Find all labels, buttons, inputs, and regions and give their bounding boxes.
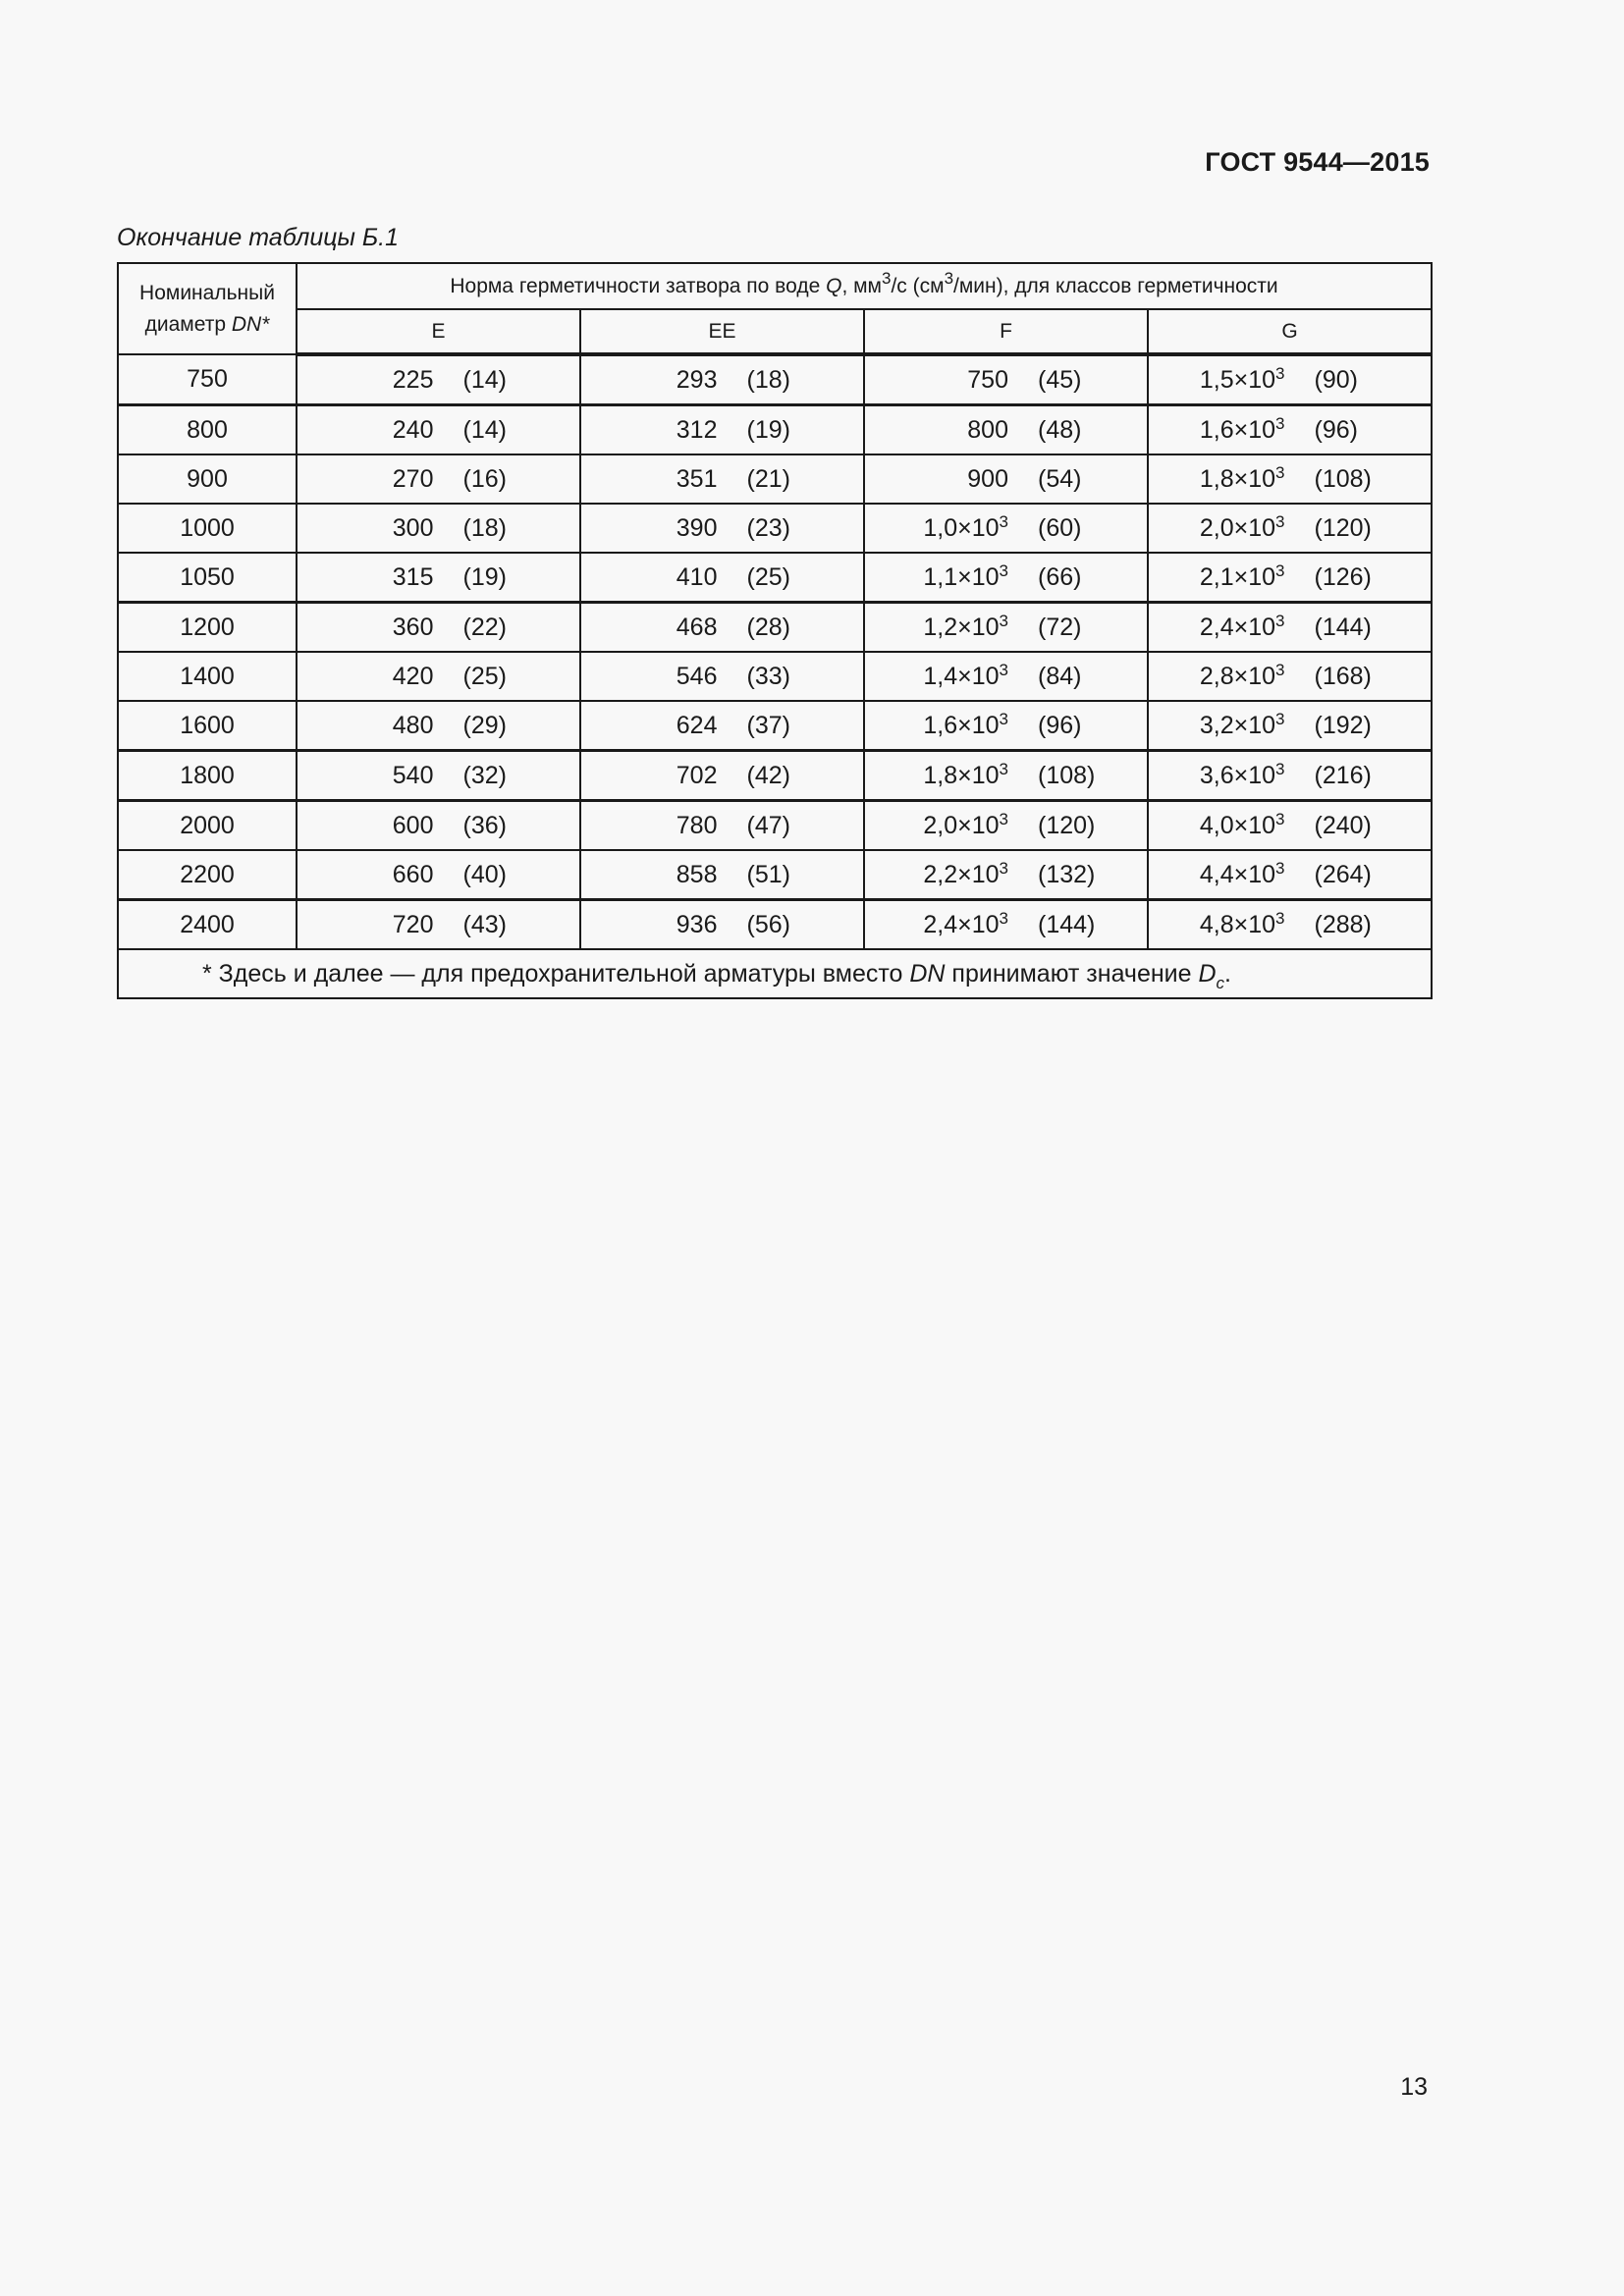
page-number: 13: [1400, 2073, 1428, 2101]
cell-class-ee: [580, 701, 864, 751]
leak-rate-value: [895, 416, 1008, 445]
leak-rate-per-minute: (96): [1314, 415, 1358, 444]
leak-rate-per-minute: (45): [1038, 365, 1082, 394]
cell-class-g: [1148, 751, 1432, 801]
leak-rate-mantissa: 1,6×10: [923, 711, 1000, 739]
leak-rate-exponent: 3: [999, 759, 1008, 778]
leak-rate-value: [346, 366, 434, 395]
leak-rate-mantissa: 2,2×10: [923, 860, 1000, 888]
group-header-q: Q: [826, 274, 842, 297]
leak-rate-mantissa: 480: [392, 711, 434, 739]
cell-class-g: [1148, 801, 1432, 851]
cell-class-e: [297, 850, 580, 900]
leak-rate-mantissa: 546: [676, 662, 718, 690]
leak-rate-value: [629, 762, 718, 790]
leak-rate-per-minute: (21): [746, 464, 790, 493]
leak-rate-per-minute: (66): [1038, 562, 1082, 591]
header-leak-norm: [297, 263, 1432, 309]
leak-rate-per-minute: (144): [1038, 910, 1096, 938]
leak-rate-value: [1177, 511, 1285, 543]
leak-rate-exponent: 3: [1275, 908, 1285, 928]
cell-class-e: [297, 900, 580, 950]
leak-rate-mantissa: 1,0×10: [923, 513, 1000, 542]
leak-rate-mantissa: 720: [392, 910, 434, 938]
leak-rate-mantissa: 1,8×10: [923, 761, 1000, 789]
leak-rate-mantissa: 800: [967, 415, 1008, 444]
leak-rate-value: [346, 514, 434, 543]
cell-nominal-diameter: 1200: [118, 603, 297, 653]
leak-rate-exponent: 3: [1275, 660, 1285, 679]
leak-rate-mantissa: 240: [392, 415, 434, 444]
cell-class-f: [864, 900, 1148, 950]
table-caption: Окончание таблицы Б.1: [117, 224, 399, 251]
leak-rate-per-minute: (18): [746, 365, 790, 394]
leak-rate-per-minute: (108): [1314, 464, 1372, 493]
leak-rate-exponent: 3: [1275, 759, 1285, 778]
leak-rate-per-minute: (84): [1038, 662, 1082, 690]
leak-rate-exponent: 3: [999, 611, 1008, 630]
leak-rate-per-minute: (120): [1038, 811, 1096, 839]
table-row: [118, 553, 1432, 603]
leak-rate-mantissa: 420: [392, 662, 434, 690]
leak-rate-exponent: 3: [1275, 809, 1285, 828]
leak-rate-value: [1177, 759, 1285, 790]
leak-rate-value: [346, 762, 434, 790]
leak-rate-per-minute: (216): [1314, 761, 1372, 789]
leak-rate-exponent: 3: [1275, 413, 1285, 433]
header-nominal-diameter: [118, 263, 297, 354]
cell-class-f: [864, 454, 1148, 504]
leak-rate-mantissa: 780: [676, 811, 718, 839]
leak-rate-per-minute: (144): [1314, 613, 1372, 641]
leak-rate-per-minute: (43): [462, 910, 507, 938]
cell-nominal-diameter: 1600: [118, 701, 297, 751]
leak-rate-mantissa: 2,8×10: [1199, 662, 1276, 690]
leak-rate-mantissa: 410: [676, 562, 718, 591]
leak-rate-exponent: 3: [1275, 709, 1285, 728]
group-header-unit2: /с (см: [891, 274, 945, 297]
cell-nominal-diameter: 1000: [118, 504, 297, 553]
table-row: [118, 504, 1432, 553]
document-standard-number: ГОСТ 9544—2015: [1205, 147, 1430, 177]
cell-class-ee: [580, 354, 864, 405]
leak-rate-exponent: 3: [999, 511, 1008, 531]
leak-rate-mantissa: 468: [676, 613, 718, 641]
leak-rate-mantissa: 1,2×10: [923, 613, 1000, 641]
table-row: [118, 900, 1432, 950]
leak-rate-value: [895, 908, 1008, 939]
leak-rate-mantissa: 4,8×10: [1199, 910, 1276, 938]
leak-rate-exponent: 3: [999, 561, 1008, 580]
cell-class-f: [864, 553, 1148, 603]
footnote-sub: c: [1216, 973, 1225, 992]
leak-rate-value: [346, 614, 434, 642]
cell-class-g: [1148, 900, 1432, 950]
group-header-sup1: 3: [881, 268, 892, 288]
leak-rate-per-minute: (48): [1038, 415, 1082, 444]
leak-rate-value: [1177, 413, 1285, 445]
leak-rate-per-minute: (264): [1314, 860, 1372, 888]
leak-rate-exponent: 3: [1275, 511, 1285, 531]
cell-class-ee: [580, 751, 864, 801]
group-header-unit1: , мм: [841, 274, 882, 297]
leak-rate-mantissa: 390: [676, 513, 718, 542]
leak-rate-value: [895, 511, 1008, 543]
leak-rate-value: [346, 812, 434, 840]
leak-rate-mantissa: 293: [676, 365, 718, 394]
leak-rate-per-minute: (56): [746, 910, 790, 938]
leak-rate-per-minute: (37): [746, 711, 790, 739]
cell-nominal-diameter: 1800: [118, 751, 297, 801]
cell-class-g: [1148, 850, 1432, 900]
leak-rate-value: [1177, 908, 1285, 939]
leak-rate-value: [1177, 709, 1285, 740]
leak-rate-mantissa: 300: [392, 513, 434, 542]
cell-class-ee: [580, 603, 864, 653]
leak-rate-per-minute: (18): [462, 513, 507, 542]
leakage-norms-table: [117, 262, 1433, 999]
leak-rate-value: [346, 712, 434, 740]
leak-rate-per-minute: (16): [462, 464, 507, 493]
leak-rate-mantissa: 900: [967, 464, 1008, 493]
table-footnote: [118, 949, 1432, 998]
leak-rate-per-minute: (72): [1038, 613, 1082, 641]
leak-rate-per-minute: (14): [462, 365, 507, 394]
cell-class-f: [864, 504, 1148, 553]
leak-rate-mantissa: 360: [392, 613, 434, 641]
cell-class-g: [1148, 553, 1432, 603]
leak-rate-value: [629, 614, 718, 642]
leak-rate-mantissa: 4,4×10: [1199, 860, 1276, 888]
footnote-d: D: [1198, 959, 1217, 988]
table-row: [118, 454, 1432, 504]
table-row: [118, 850, 1432, 900]
cell-class-e: [297, 354, 580, 405]
dn-header-line2: диаметр: [144, 312, 232, 336]
leak-rate-exponent: 3: [999, 709, 1008, 728]
leak-rate-value: [629, 663, 718, 691]
leak-rate-mantissa: 1,8×10: [1199, 464, 1276, 493]
leak-rate-value: [1177, 611, 1285, 642]
cell-nominal-diameter: 2200: [118, 850, 297, 900]
leak-rate-value: [629, 563, 718, 592]
cell-class-ee: [580, 504, 864, 553]
leak-rate-per-minute: (22): [462, 613, 507, 641]
leak-rate-value: [895, 465, 1008, 494]
cell-nominal-diameter: 1050: [118, 553, 297, 603]
cell-class-f: [864, 850, 1148, 900]
leak-rate-per-minute: (54): [1038, 464, 1082, 493]
cell-class-g: [1148, 701, 1432, 751]
header-class-e: E: [297, 309, 580, 354]
table-row: [118, 751, 1432, 801]
header-class-ee: EE: [580, 309, 864, 354]
footnote-end: .: [1224, 959, 1231, 988]
cell-class-e: [297, 801, 580, 851]
leak-rate-per-minute: (51): [746, 860, 790, 888]
leak-rate-value: [629, 366, 718, 395]
leak-rate-mantissa: 1,4×10: [923, 662, 1000, 690]
group-header-sup2: 3: [944, 268, 954, 288]
cell-class-e: [297, 751, 580, 801]
leak-rate-exponent: 3: [1275, 363, 1285, 383]
cell-class-ee: [580, 900, 864, 950]
cell-class-ee: [580, 553, 864, 603]
leak-rate-exponent: 3: [999, 908, 1008, 928]
cell-class-g: [1148, 405, 1432, 455]
leak-rate-per-minute: (132): [1038, 860, 1096, 888]
leak-rate-value: [346, 416, 434, 445]
dn-header-symbol: DN*: [231, 312, 270, 336]
leak-rate-value: [346, 563, 434, 592]
leak-rate-value: [629, 514, 718, 543]
leak-rate-value: [1177, 462, 1285, 494]
leak-rate-mantissa: 2,1×10: [1199, 562, 1276, 591]
leak-rate-value: [629, 465, 718, 494]
leak-rate-per-minute: (25): [462, 662, 507, 690]
table-body: [118, 354, 1432, 949]
leak-rate-value: [629, 861, 718, 889]
cell-class-e: [297, 454, 580, 504]
leak-rate-value: [895, 366, 1008, 395]
leak-rate-mantissa: 270: [392, 464, 434, 493]
leak-rate-value: [1177, 809, 1285, 840]
leak-rate-per-minute: (36): [462, 811, 507, 839]
leak-rate-per-minute: (33): [746, 662, 790, 690]
footnote-text: * Здесь и далее — для предохранительной арматуры вместо: [202, 959, 910, 988]
cell-class-g: [1148, 354, 1432, 405]
leak-rate-value: [629, 812, 718, 840]
cell-nominal-diameter: 750: [118, 354, 297, 405]
leak-rate-value: [895, 858, 1008, 889]
leak-rate-mantissa: 600: [392, 811, 434, 839]
cell-class-ee: [580, 801, 864, 851]
cell-class-g: [1148, 603, 1432, 653]
leak-rate-mantissa: 1,5×10: [1199, 365, 1276, 394]
cell-class-ee: [580, 652, 864, 701]
leak-rate-per-minute: (192): [1314, 711, 1372, 739]
leak-rate-per-minute: (120): [1314, 513, 1372, 542]
table-row: [118, 701, 1432, 751]
cell-class-f: [864, 652, 1148, 701]
leak-rate-exponent: 3: [1275, 611, 1285, 630]
leak-rate-mantissa: 3,6×10: [1199, 761, 1276, 789]
leak-rate-exponent: 3: [1275, 561, 1285, 580]
leak-rate-value: [1177, 858, 1285, 889]
leak-rate-per-minute: (42): [746, 761, 790, 789]
leak-rate-value: [895, 809, 1008, 840]
leak-rate-value: [1177, 660, 1285, 691]
leak-rate-per-minute: (288): [1314, 910, 1372, 938]
header-class-g: G: [1148, 309, 1432, 354]
cell-nominal-diameter: 1400: [118, 652, 297, 701]
group-header-post: /мин), для классов герметичности: [953, 274, 1278, 297]
leak-rate-mantissa: 858: [676, 860, 718, 888]
table-row: [118, 603, 1432, 653]
table-row: [118, 801, 1432, 851]
leak-rate-mantissa: 2,0×10: [923, 811, 1000, 839]
leak-rate-exponent: 3: [1275, 858, 1285, 878]
leak-rate-mantissa: 2,4×10: [923, 910, 1000, 938]
leak-rate-per-minute: (25): [746, 562, 790, 591]
cell-class-g: [1148, 504, 1432, 553]
leak-rate-mantissa: 660: [392, 860, 434, 888]
leak-rate-per-minute: (90): [1314, 365, 1358, 394]
leak-rate-value: [895, 563, 1008, 592]
footnote-dn: DN: [909, 959, 946, 988]
leak-rate-value: [346, 663, 434, 691]
leak-rate-per-minute: (47): [746, 811, 790, 839]
leak-rate-mantissa: 2,0×10: [1199, 513, 1276, 542]
leak-rate-mantissa: 4,0×10: [1199, 811, 1276, 839]
cell-class-e: [297, 405, 580, 455]
leak-rate-mantissa: 1,1×10: [923, 562, 1000, 591]
cell-nominal-diameter: 800: [118, 405, 297, 455]
leak-rate-value: [629, 712, 718, 740]
cell-class-f: [864, 701, 1148, 751]
leak-rate-per-minute: (14): [462, 415, 507, 444]
cell-class-e: [297, 701, 580, 751]
leak-rate-value: [346, 911, 434, 939]
leak-rate-exponent: 3: [999, 809, 1008, 828]
cell-nominal-diameter: 2000: [118, 801, 297, 851]
leak-rate-mantissa: 702: [676, 761, 718, 789]
leak-rate-value: [629, 416, 718, 445]
cell-class-f: [864, 354, 1148, 405]
leak-rate-mantissa: 312: [676, 415, 718, 444]
leak-rate-value: [346, 861, 434, 889]
cell-class-e: [297, 553, 580, 603]
leak-rate-per-minute: (32): [462, 761, 507, 789]
leak-rate-mantissa: 624: [676, 711, 718, 739]
cell-class-ee: [580, 850, 864, 900]
cell-class-g: [1148, 454, 1432, 504]
cell-nominal-diameter: 900: [118, 454, 297, 504]
footnote-mid: принимают значение: [945, 959, 1199, 988]
cell-nominal-diameter: 2400: [118, 900, 297, 950]
leak-rate-value: [895, 611, 1008, 642]
leak-rate-per-minute: (19): [462, 562, 507, 591]
leak-rate-per-minute: (108): [1038, 761, 1096, 789]
leak-rate-value: [895, 660, 1008, 691]
leak-rate-per-minute: (168): [1314, 662, 1372, 690]
leak-rate-mantissa: 1,6×10: [1199, 415, 1276, 444]
leak-rate-per-minute: (126): [1314, 562, 1372, 591]
leak-rate-value: [1177, 363, 1285, 395]
cell-class-e: [297, 652, 580, 701]
leak-rate-per-minute: (240): [1314, 811, 1372, 839]
cell-class-f: [864, 751, 1148, 801]
dn-header-line1: Номинальный: [139, 281, 275, 304]
leak-rate-mantissa: 351: [676, 464, 718, 493]
leak-rate-per-minute: (28): [746, 613, 790, 641]
table-row: [118, 405, 1432, 455]
leak-rate-mantissa: 3,2×10: [1199, 711, 1276, 739]
leak-rate-per-minute: (60): [1038, 513, 1082, 542]
leak-rate-value: [895, 709, 1008, 740]
leak-rate-mantissa: 750: [967, 365, 1008, 394]
cell-class-e: [297, 603, 580, 653]
leak-rate-mantissa: 540: [392, 761, 434, 789]
leak-rate-mantissa: 2,4×10: [1199, 613, 1276, 641]
leak-rate-exponent: 3: [1275, 462, 1285, 482]
cell-class-g: [1148, 652, 1432, 701]
leak-rate-value: [346, 465, 434, 494]
cell-class-f: [864, 405, 1148, 455]
leak-rate-value: [1177, 563, 1285, 592]
table-row: [118, 652, 1432, 701]
leak-rate-mantissa: 225: [392, 365, 434, 394]
leak-rate-per-minute: (96): [1038, 711, 1082, 739]
cell-class-ee: [580, 405, 864, 455]
leak-rate-per-minute: (19): [746, 415, 790, 444]
leak-rate-value: [895, 759, 1008, 790]
cell-class-e: [297, 504, 580, 553]
leak-rate-value: [629, 911, 718, 939]
header-class-f: F: [864, 309, 1148, 354]
table-row: [118, 354, 1432, 405]
cell-class-f: [864, 801, 1148, 851]
leak-rate-mantissa: 315: [392, 562, 434, 591]
leak-rate-per-minute: (40): [462, 860, 507, 888]
leak-rate-exponent: 3: [999, 858, 1008, 878]
cell-class-f: [864, 603, 1148, 653]
cell-class-ee: [580, 454, 864, 504]
leak-rate-per-minute: (23): [746, 513, 790, 542]
leak-rate-per-minute: (29): [462, 711, 507, 739]
leak-rate-mantissa: 936: [676, 910, 718, 938]
group-header-text: Норма герметичности затвора по воде: [450, 274, 827, 297]
leak-rate-exponent: 3: [999, 660, 1008, 679]
